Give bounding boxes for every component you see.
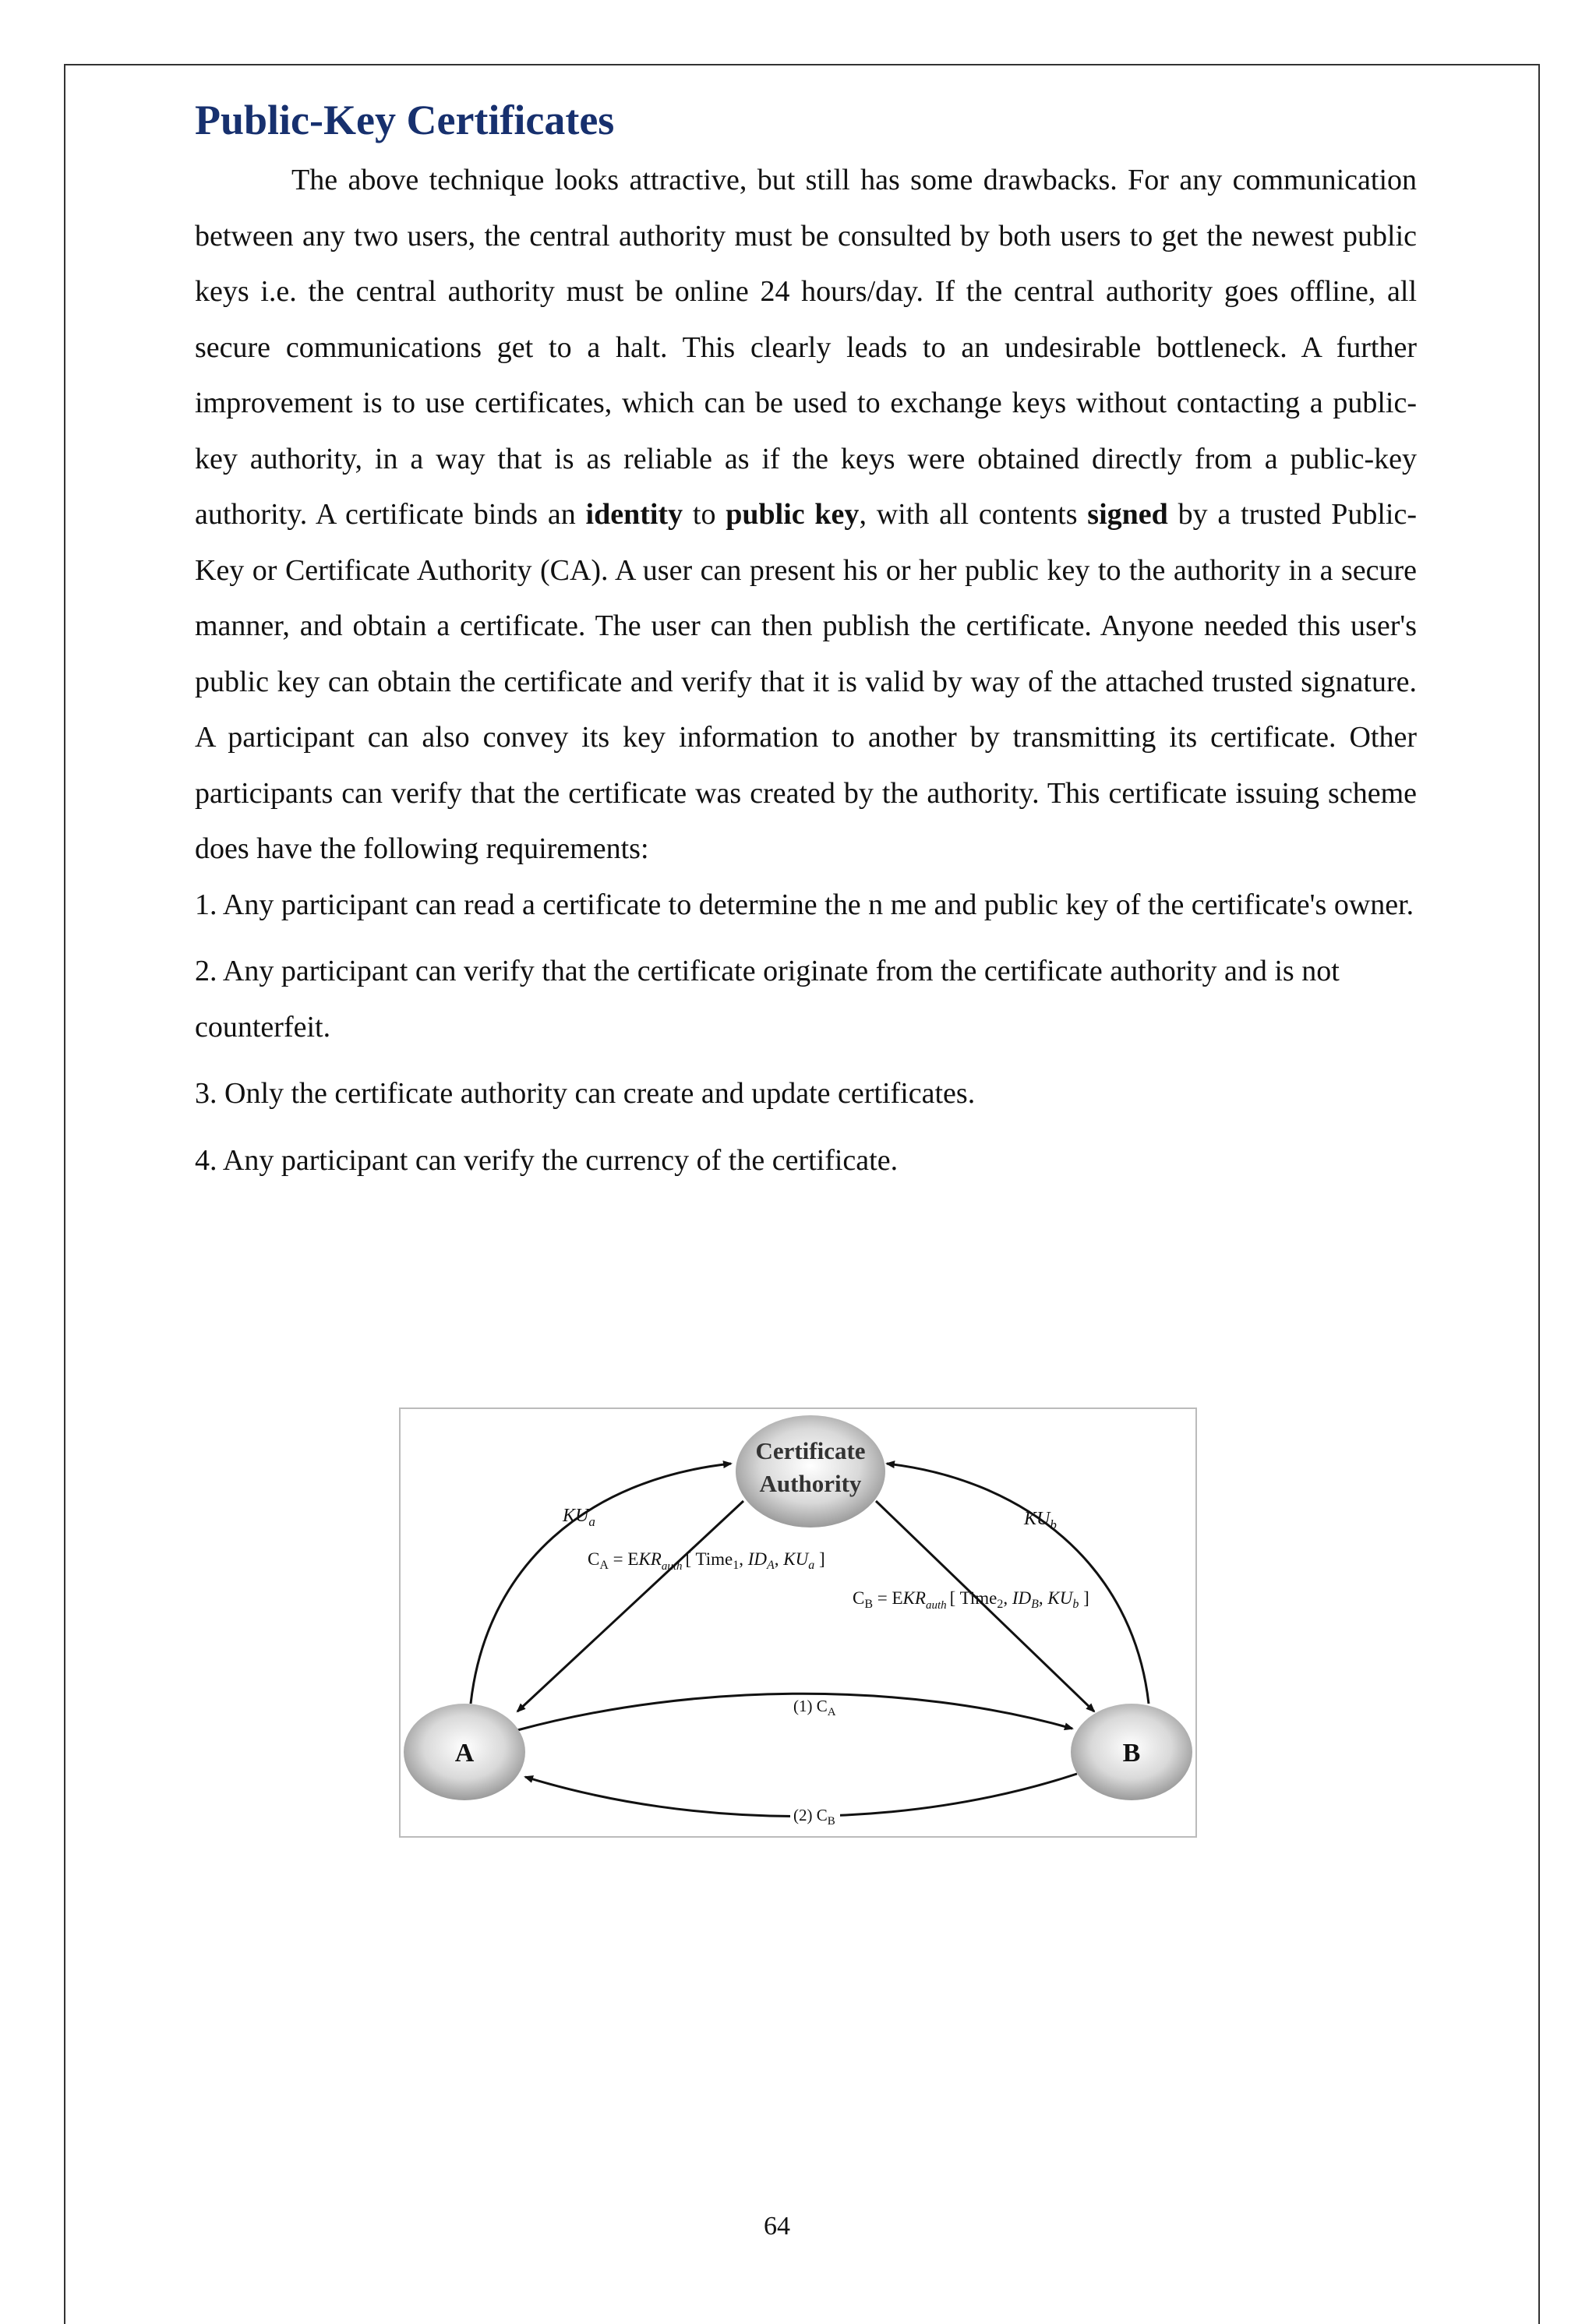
bold-term-identity: identity [585, 498, 683, 531]
ca-label-line2: Authority [759, 1470, 862, 1497]
requirement-item: 4. Any participant can verify the currency of the certificate. [195, 1143, 899, 1177]
ku-b-label: $KU_b$ [1024, 1509, 1057, 1532]
node-a-label: A [454, 1739, 475, 1768]
requirement-item: 3. Only the certificate authority can create and update certificates. [195, 1077, 976, 1110]
paragraph-text-4: by a trusted Public-Key or Certificate Authority (CA). A user can present his or her public key to the authority in a secure manner, and obtain a certificate. The user can then publish the certificate. Anyone needed this user's public key can obtain the certificate and verify that it is valid by way of the attached trusted signature. A participant can also convey its key information to another by transmitting its certificate. Other participants can verify that the certificate was created by the authority. This certificate issuing scheme does have the following requirements: [195, 498, 1418, 865]
arrow-b-to-ca [887, 1464, 1149, 1704]
arrow-ca-to-a [517, 1501, 743, 1711]
certificate-a-formula: $C_A = EKR_{auth}$ [ Time$_1$, $ID_A$, $KU_a$ ] [588, 1549, 825, 1573]
ca-label-line1: Certificate [755, 1437, 866, 1464]
paragraph-text-1: The above technique looks attractive, but still has some drawbacks. For any communication between any two users, the central authority must be consulted by both users to get the newest public keys i.e. the central authority must be online 24 hours/day. If the central authority goes offline, all secure communications get to a halt. This clearly leads to an undesirable bottleneck. A further improvement is to use certificates, which can be used to exchange keys without contacting a public-key authority, in a way that is as reliable as if the keys were obtained directly from a public-key authority. A certificate binds an [195, 164, 1417, 531]
certificate-exchange-diagram [399, 1407, 1197, 1838]
paragraph-text-3: , with all contents [859, 498, 1088, 531]
requirement-item: 1. Any participant can read a certificate to determine the n me and public key of the certificate's owner. [195, 888, 1414, 921]
page-number: 64 [764, 2212, 790, 2241]
page-content [195, 92, 1417, 1188]
node-b-label: B [1122, 1739, 1141, 1768]
section-title: Public-Key Certificates [195, 97, 615, 143]
paragraph-text-2: to [683, 498, 726, 531]
bold-term-public-key: public key [726, 498, 860, 531]
ku-a-label: $KU_a$ [563, 1506, 595, 1529]
message-1-label: (1) $C_A$ [793, 1697, 836, 1718]
bold-term-signed: signed [1087, 498, 1168, 531]
requirement-item: 2. Any participant can verify that the certificate originate from the certificate authority and is not counterfeit. [195, 955, 1340, 1044]
arrow-a-to-ca [471, 1464, 731, 1704]
message-2-label: (2) $C_B$ [793, 1806, 835, 1828]
certificate-b-formula: $C_B = EKR_{auth}$ [ Time$_2$, $ID_B$, $KU_b$ ] [853, 1588, 1089, 1612]
body-paragraph [195, 153, 1417, 878]
